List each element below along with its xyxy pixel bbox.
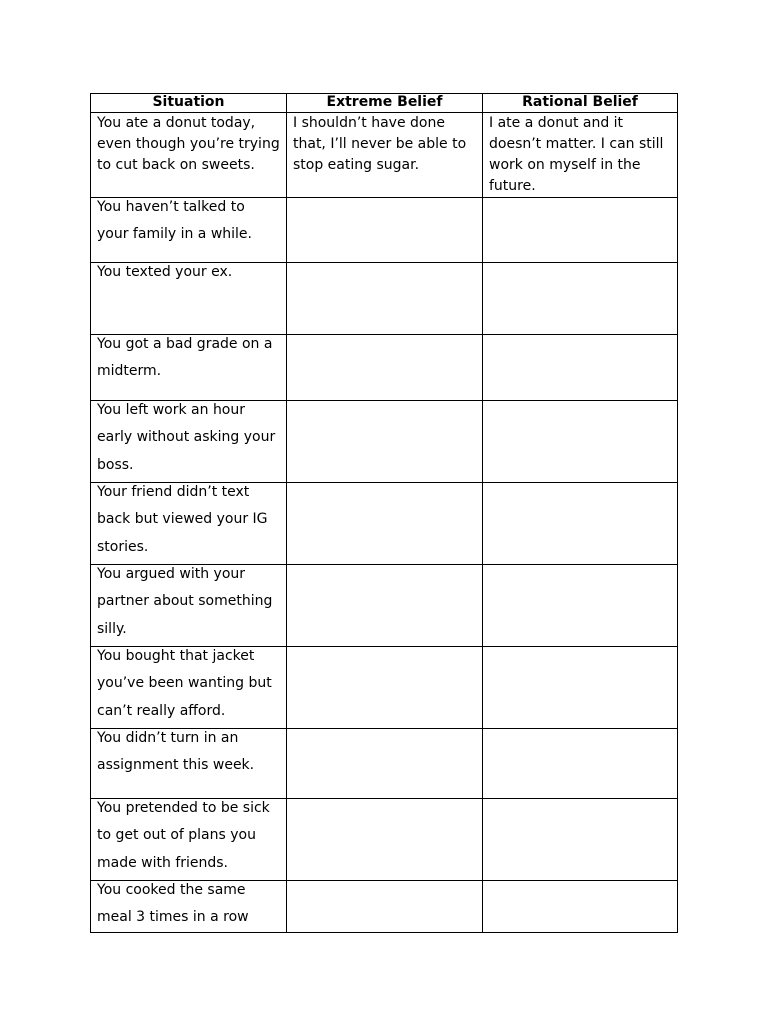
- situation-cell: [91, 198, 287, 263]
- situation-cell: [91, 729, 287, 799]
- header-row: [91, 94, 678, 113]
- situation-text: You got a bad grade on a midterm.: [97, 336, 273, 380]
- extreme-belief-cell[interactable]: [287, 483, 483, 565]
- extreme-belief-cell[interactable]: [287, 799, 483, 881]
- example-rational-belief-cell: I ate a donut and it doesn’t matter. I can still work on myself in the future.: [483, 113, 678, 198]
- situation-text: You texted your ex.: [97, 264, 233, 280]
- extreme-belief-cell[interactable]: [287, 565, 483, 647]
- rational-belief-cell[interactable]: [483, 263, 678, 335]
- situation-text: You haven’t talked to your family in a while.: [97, 199, 252, 243]
- rational-belief-cell[interactable]: [483, 335, 678, 401]
- situation-text: Your friend didn’t text back but viewed your IG stories.: [97, 484, 268, 555]
- table-row: [91, 881, 678, 933]
- extreme-belief-cell[interactable]: [287, 263, 483, 335]
- rational-belief-cell[interactable]: [483, 401, 678, 483]
- belief-worksheet-table: [90, 93, 678, 933]
- example-situation-cell: You ate a donut today, even though you’re trying to cut back on sweets.: [91, 113, 287, 198]
- rational-belief-cell[interactable]: [483, 198, 678, 263]
- extreme-belief-cell[interactable]: [287, 647, 483, 729]
- rational-belief-cell[interactable]: [483, 565, 678, 647]
- header-situation: Situation: [91, 94, 287, 113]
- situation-cell: [91, 647, 287, 729]
- table-row: [91, 401, 678, 483]
- rational-belief-cell[interactable]: [483, 881, 678, 933]
- example-row: [91, 113, 678, 198]
- situation-cell: [91, 401, 287, 483]
- table-row: [91, 198, 678, 263]
- table-row: [91, 799, 678, 881]
- situation-text: You argued with your partner about something silly.: [97, 566, 273, 637]
- header-extreme-belief: Extreme Belief: [287, 94, 483, 113]
- situation-text: You cooked the same meal 3 times in a row: [97, 882, 249, 926]
- rational-belief-cell[interactable]: [483, 647, 678, 729]
- table-row: [91, 483, 678, 565]
- table-row: [91, 647, 678, 729]
- extreme-belief-cell[interactable]: [287, 401, 483, 483]
- table-row: [91, 263, 678, 335]
- table-row: [91, 729, 678, 799]
- situation-cell: [91, 335, 287, 401]
- situation-cell: [91, 483, 287, 565]
- rational-belief-cell[interactable]: [483, 483, 678, 565]
- situation-text: You didn’t turn in an assignment this week.: [97, 730, 255, 774]
- table-row: [91, 335, 678, 401]
- situation-text: You pretended to be sick to get out of plans you made with friends.: [97, 800, 270, 871]
- situation-cell: [91, 263, 287, 335]
- table-row: [91, 565, 678, 647]
- rational-belief-cell[interactable]: [483, 799, 678, 881]
- situation-text: You left work an hour early without asking your boss.: [97, 402, 276, 473]
- situation-cell: [91, 565, 287, 647]
- extreme-belief-cell[interactable]: [287, 335, 483, 401]
- situation-cell: [91, 799, 287, 881]
- situation-cell: [91, 881, 287, 933]
- extreme-belief-cell[interactable]: [287, 198, 483, 263]
- example-extreme-belief-cell: I shouldn’t have done that, I’ll never be able to stop eating sugar.: [287, 113, 483, 198]
- situation-text: You bought that jacket you’ve been wanting but can’t really afford.: [97, 648, 272, 719]
- extreme-belief-cell[interactable]: [287, 729, 483, 799]
- rational-belief-cell[interactable]: [483, 729, 678, 799]
- extreme-belief-cell[interactable]: [287, 881, 483, 933]
- header-rational-belief: Rational Belief: [483, 94, 678, 113]
